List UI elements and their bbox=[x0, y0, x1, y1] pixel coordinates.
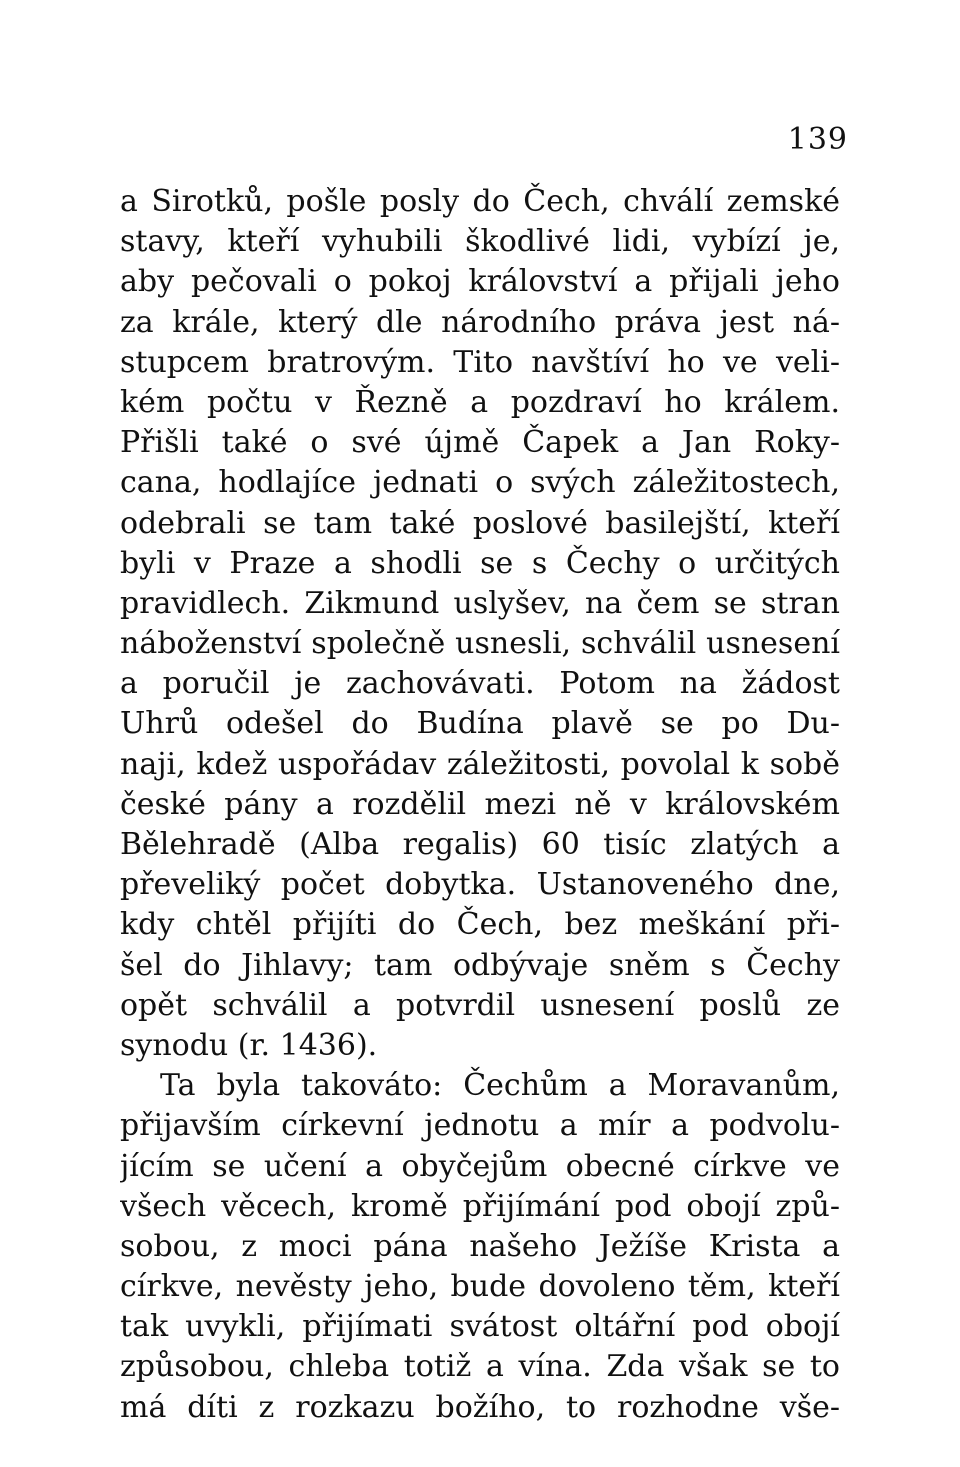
text-line: pravidlech. Zikmund uslyšev, na čem se stran bbox=[120, 585, 840, 621]
text-line: církve, nevěsty jeho, bude dovoleno těm, kteří bbox=[120, 1269, 840, 1305]
text-line: náboženství společně usnesli, schválil usnesení bbox=[120, 626, 840, 662]
text-line: jícím se učení a obyčejům obecné církve ve bbox=[120, 1148, 840, 1184]
text-line: české pány a rozdělil mezi ně v královském bbox=[120, 786, 840, 822]
text-line: způsobou, chleba totiž a vína. Zda však se to bbox=[120, 1349, 840, 1385]
text-line: a Sirotků, pošle posly do Čech, chválí zemské bbox=[120, 184, 840, 219]
text-line: Bělehradě (Alba regalis) 60 tisíc zlatých a bbox=[120, 827, 840, 862]
text-line: kém počtu v Řezně a pozdraví ho králem. bbox=[120, 384, 840, 420]
text-line: kdy chtěl přijíti do Čech, bez meškání při- bbox=[120, 907, 840, 943]
text-line: má díti z rozkazu božího, to rozhodne vše- bbox=[120, 1389, 840, 1425]
text-line: cana, hodlajíce jednati o svých záležitostech, bbox=[120, 465, 840, 501]
paragraph-first-line: Ta byla takováto: Čechům a Moravanům, bbox=[160, 1068, 840, 1104]
text-line: naji, kdež uspořádav záležitosti, povolal k sobě bbox=[120, 746, 840, 782]
text-line: a poručil je zachovávati. Potom na žádost bbox=[120, 666, 840, 702]
text-line: Uhrů odešel do Budína plavě se po Du- bbox=[120, 706, 840, 742]
text-line: stavy, kteří vyhubili škodlivé lidi, vybízí je, bbox=[120, 224, 840, 260]
text-line: Přišli také o své újmě Čapek a Jan Roky- bbox=[120, 425, 840, 461]
text-line: aby pečovali o pokoj království a přijali jeho bbox=[120, 264, 840, 300]
text-line: odebrali se tam také poslové basilejští, kteří bbox=[120, 505, 840, 541]
text-line: šel do Jihlavy; tam odbývaje sněm s Čechy bbox=[120, 947, 840, 983]
text-line: byli v Praze a shodli se s Čechy o určitých bbox=[120, 545, 840, 581]
text-line: stupcem bratrovým. Tito navštíví ho ve veli- bbox=[120, 344, 840, 380]
text-line: převeliký počet dobytka. Ustanoveného dne, bbox=[120, 867, 840, 903]
text-line: tak uvykli, přijímati svátost oltářní pod obojí bbox=[120, 1309, 840, 1345]
text-line: všech věcech, kromě přijímání pod obojí způ- bbox=[120, 1188, 840, 1224]
text-line: synodu (r. 1436). bbox=[120, 1027, 378, 1063]
text-line: za krále, který dle národního práva jest ná- bbox=[120, 304, 840, 340]
page-number: 139 bbox=[787, 122, 848, 157]
text-line: opět schválil a potvrdil usnesení poslů ze bbox=[120, 987, 840, 1023]
body-text bbox=[120, 182, 840, 1428]
text-line: sobou, z moci pána našeho Ježíše Krista a bbox=[120, 1228, 840, 1264]
text-line: přijavším církevní jednotu a mír a podvolu- bbox=[120, 1108, 840, 1144]
